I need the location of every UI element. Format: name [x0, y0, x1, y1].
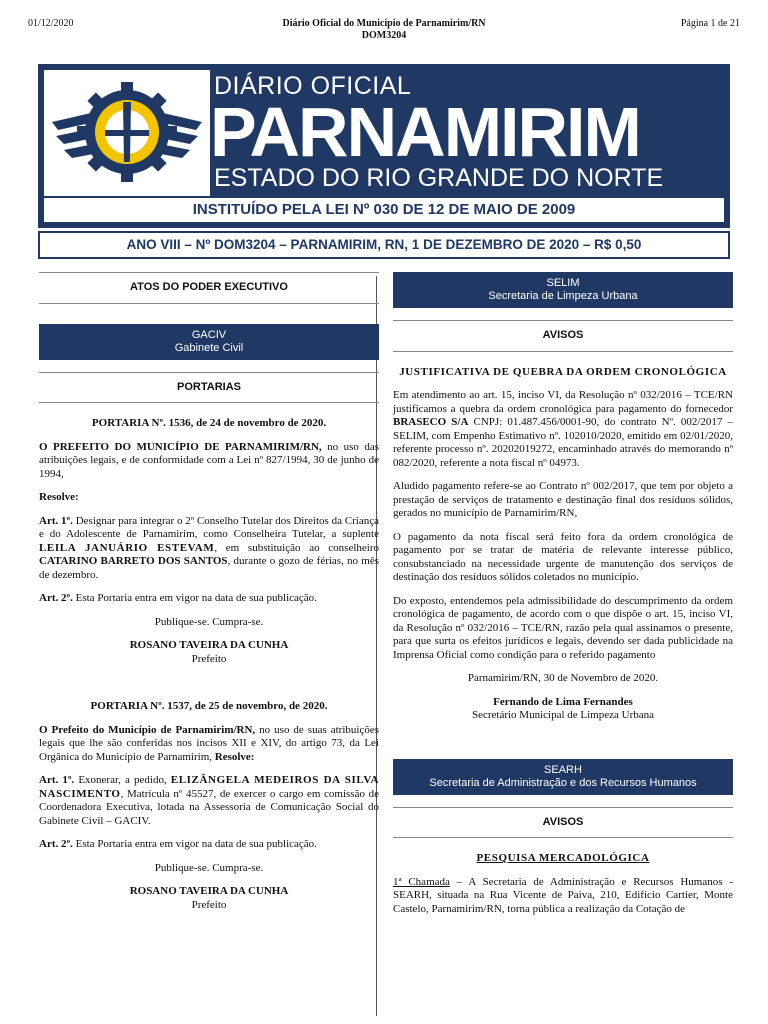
- avisos-title-1: AVISOS: [393, 320, 733, 352]
- masthead: [38, 64, 730, 228]
- gaciv-subtitle: Gabinete Civil: [174, 341, 244, 354]
- selim-title: SELIM: [546, 277, 580, 289]
- art1-label-2: Art. 1º.: [39, 774, 75, 786]
- signer-fernando: Fernando de Lima Fernandes: [493, 695, 633, 708]
- justificativa-p1: [393, 389, 733, 470]
- header-date: 01/12/2020: [28, 18, 74, 29]
- name-elizangela: ELIZÂNGELA MEDEIROS DA SILVA NASCIMENTO: [39, 774, 379, 800]
- art1-text-d: , durante o gozo de férias, no mês de dezembro.: [39, 555, 379, 581]
- pesquisa-body: – A Secretaria de Administração e Recursos Humanos - SEARH, situada na Rua Vicente de Paiva, 210, Edifício Cartier, Monte Castelo, Parnamirim/RN, torna pública a realização da Cotação de: [393, 875, 733, 915]
- art2-text-2: Esta Portaria entra em vigor na data de sua publicação.: [72, 838, 317, 850]
- selim-bar: [393, 272, 733, 308]
- searh-bar: [393, 759, 733, 795]
- art1-text-c-2: , Matrícula nº 45527, de exercer o cargo em comissão de Coordenadora Executiva, lotada na Assessoria de Comunicação Social do Gabinete Civil – GACIV.: [39, 787, 379, 827]
- gaciv-bar: [39, 324, 379, 360]
- portaria-1536-art1: [39, 515, 379, 583]
- portaria-1536-intro: [39, 441, 379, 482]
- name-catarino: CATARINO BARRETO DOS SANTOS: [39, 555, 228, 567]
- intro-text: no uso das atribuições legais, e de conformidade com a Lei nº 827/1994, 30 de junho de 1994,: [39, 440, 379, 480]
- j-p1-company: BRASECO S/A: [393, 416, 469, 428]
- justificativa-date: Parnamirim/RN, 30 de Novembro de 2020.: [467, 672, 659, 684]
- header-title: [0, 18, 768, 42]
- right-column: [393, 272, 733, 926]
- left-column: [39, 272, 379, 912]
- justificativa-p2: Aludido pagamento refere-se ao Contrato nº 002/2017, que tem por objeto a prestação de serviços de tratamento e destinação final dos resíduos sólidos, gerados no município de Parnamirim/RN,: [393, 480, 733, 519]
- justificativa-p3: O pagamento da nota fiscal será feito fora da ordem cronológica de pagamento por se tratar de matéria de relevante interesse público, consubstanciado na necessidade urgente de manutenção dos serviços de destinação dos resíduos sólidos coletados no município.: [393, 530, 733, 583]
- prefeito-label-2: O Prefeito do Município de Parnamirim/RN,: [39, 723, 256, 736]
- edition-line: ANO VIII – Nº DOM3204 – PARNAMIRIM, RN, 1 DE DEZEMBRO DE 2020 – R$ 0,50: [38, 231, 730, 259]
- portaria-1537-title: PORTARIA Nº. 1537, de 25 de novembro, de 2020.: [90, 700, 328, 712]
- masthead-big-title: PARNAMIRIM: [210, 93, 640, 171]
- portaria-1537-intro: [39, 724, 379, 765]
- portaria-1537-art2: [39, 838, 379, 852]
- art1-text-a: Designar para integrar o 2º Conselho Tutelar dos Direitos da Criança e do Adolescente de Parnamirim, como Conselheira Tutelar, a suplente: [39, 514, 379, 540]
- avisos-title-2: AVISOS: [393, 807, 733, 839]
- justificativa-title: JUSTIFICATIVA DE QUEBRA DA ORDEM CRONOLÓGICA: [399, 365, 727, 378]
- publique-1: Publique-se. Cumpra-se.: [154, 615, 264, 628]
- signer-2: ROSANO TAVEIRA DA CUNHA: [129, 885, 289, 897]
- header-code: DOM3204: [361, 30, 407, 41]
- prefeito-label: O PREFEITO DO MUNICÍPIO DE PARNAMIRIM/RN,: [39, 440, 322, 453]
- role-2: Prefeito: [191, 898, 227, 911]
- portaria-1537-art1: [39, 774, 379, 828]
- searh-title: SEARH: [544, 763, 582, 776]
- signer-1: ROSANO TAVEIRA DA CUNHA: [129, 639, 289, 651]
- gaciv-title: GACIV: [191, 328, 227, 341]
- art1-text-c: , em substituição ao conselheiro: [214, 541, 380, 554]
- resolve-label-2: Resolve:: [214, 750, 255, 763]
- j-p1-c: CNPJ: 01.487.456/0001-90, do contrato Nº. 002/2017 – SELIM, com Empenho Estimativo nº. 102010/2020, emitido em 02/01/2020, referente processo nº. 20202019272, encaminhado através do memorando nº 082/2020, referente a nota fiscal nº 04973.: [393, 416, 734, 469]
- chamada-label: 1ª Chamada: [393, 875, 450, 888]
- masthead-law: INSTITUÍDO PELA LEI Nº 030 DE 12 DE MAIO DE 2009: [44, 198, 724, 222]
- section-title: ATOS DO PODER EXECUTIVO: [39, 272, 379, 304]
- portaria-1536-title: PORTARIA Nº. 1536, de 24 de novembro de 2020.: [91, 417, 327, 429]
- art1-label: Art. 1º.: [39, 514, 73, 527]
- parnamirim-gear-wings-logo-icon: [44, 70, 210, 196]
- intro-text-2: no uso de suas atribuições legais que lhe são conferidas nos incisos XII e XIV, do artigo 73, da Lei Orgânica do Município de Parnamirim,: [39, 723, 379, 763]
- j-p1-a: Em atendimento ao art. 15, inciso VI, da Resolução nº 032/2016 – TCE/RN justificamos a quebra da ordem cronológica para pagamento do fornecedor: [393, 389, 733, 415]
- art2-label-2: Art. 2º.: [39, 838, 73, 850]
- resolve-label: Resolve:: [39, 491, 79, 503]
- role-fernando: Secretário Municipal de Limpeza Urbana: [471, 709, 655, 721]
- selim-subtitle: Secretaria de Limpeza Urbana: [488, 290, 638, 302]
- name-leila: LEILA JANUÁRIO ESTEVAM: [39, 541, 215, 554]
- art2-label: Art. 2º.: [39, 592, 73, 604]
- art2-text: Esta Portaria entra em vigor na data de sua publicação.: [72, 592, 317, 604]
- art1-text-a-2: Exonerar, a pedido,: [74, 774, 171, 786]
- header-title-text: Diário Oficial do Município de Parnamirim/RN: [282, 18, 486, 29]
- role-1: Prefeito: [191, 652, 227, 665]
- pesquisa-title: PESQUISA MERCADOLÓGICA: [476, 852, 650, 864]
- portarias-title: PORTARIAS: [39, 372, 379, 404]
- searh-subtitle: Secretaria de Administração e dos Recursos Humanos: [429, 776, 697, 789]
- masthead-small-title: DIÁRIO OFICIAL: [214, 72, 412, 100]
- portaria-1536-art2: [39, 592, 379, 606]
- header-page-number: Página 1 de 21: [680, 18, 740, 29]
- publique-2: Publique-se. Cumpra-se.: [154, 861, 264, 874]
- masthead-state: ESTADO DO RIO GRANDE DO NORTE: [214, 164, 664, 192]
- pesquisa-text: [393, 876, 733, 917]
- justificativa-p4: Do exposto, entendemos pela admissibilidade do descumprimento da ordem cronológica de pagamento, de acordo com o que dispõe o art. 15, inciso VI, da Resolução nº 032/2016 – TCE/RN, razão pela qual assinamos o presente, para que surta os efeitos jurídicos e legais, devendo ser dada publicidade na Imprensa Oficial como condição para o referido pagamento: [393, 594, 733, 661]
